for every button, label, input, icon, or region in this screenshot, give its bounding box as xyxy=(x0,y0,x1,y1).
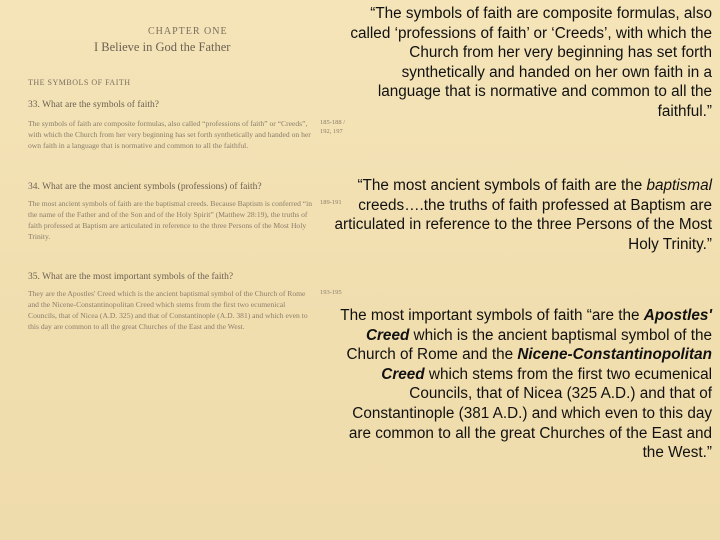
section-heading: THE SYMBOLS OF FAITH xyxy=(28,78,131,87)
nicene-creed-emphasis: Nicene-Constantinopolitan Creed xyxy=(381,346,712,383)
quote-symbols-of-faith xyxy=(342,4,712,122)
quote-ancient-symbols xyxy=(332,176,712,254)
chapter-number: CHAPTER ONE xyxy=(148,26,228,37)
scanned-catechism-page xyxy=(22,20,352,360)
quote-important-symbols-text xyxy=(332,306,712,463)
quote-important-pre: The most important symbols of faith “are the xyxy=(340,307,644,324)
quote-ancient-post: creeds….the truths of faith professed at Baptism are articulated in reference to the three Persons of the Most Holy Trinity.” xyxy=(334,196,712,253)
question-33: 33. What are the symbols of faith? xyxy=(28,100,159,110)
question-34: 34. What are the most ancient symbols (professions) of faith? xyxy=(28,182,262,192)
refs-35: 193-195 xyxy=(320,289,342,296)
answer-33: The symbols of faith are composite formulas, also called “professions of faith” or “Creeds”, with which the Church from her very beginning has set forth synthetically and handed on her own faith in a language that is normative and common to all the faithful. xyxy=(28,119,311,150)
quote-ancient-symbols-text xyxy=(332,176,712,254)
quote-important-mid: which is the ancient baptismal symbol of the Church of Rome and the xyxy=(346,326,712,364)
refs-33: 185-188 / 192, 197 xyxy=(320,119,346,135)
quote-important-post: which stems from the first two ecumenical Councils, that of Nicea (325 A.D.) and that of Constantinople (381 A.D.) and which even to this day are common to all the great Churches of the East and the West.” xyxy=(348,365,712,462)
answer-35: They are the Apostles' Creed which is the ancient baptismal symbol of the Church of Rome and the Nicene-Constantinopolitan Creed which stems from the first two ecumenical Councils, that of Nicea (A.D. 325) and that of Constantinople (A.D. 381) and which even to this day are common to all the great Churches of the East and the West. xyxy=(28,289,308,331)
question-35: 35. What are the most important symbols of the faith? xyxy=(28,272,234,282)
chapter-title: I Believe in God the Father xyxy=(94,40,231,54)
quote-important-symbols xyxy=(332,306,712,463)
quote-ancient-emphasis: baptismal xyxy=(646,177,712,194)
quote-ancient-pre: “The most ancient symbols of faith are the xyxy=(357,177,647,194)
quote-symbols-of-faith-text: “The symbols of faith are composite formulas, also called ‘professions of faith’ or ‘Creeds’, with which the Church from her very beginning has set forth synthetically and handed on her own faith in a language that is normative and common to all the faithful.” xyxy=(350,5,712,120)
answer-34: The most ancient symbols of faith are the baptismal creeds. Because Baptism is conferred “in the name of the Father and of the Son and of the Holy Spirit” (Matthew 28:19), the truths of faith professed at Baptism are articulated in reference to the three Persons of the Most Holy Trinity. xyxy=(28,199,313,241)
refs-34: 189-191 xyxy=(320,199,342,206)
apostles-creed-emphasis: Apostles' Creed xyxy=(365,307,712,344)
